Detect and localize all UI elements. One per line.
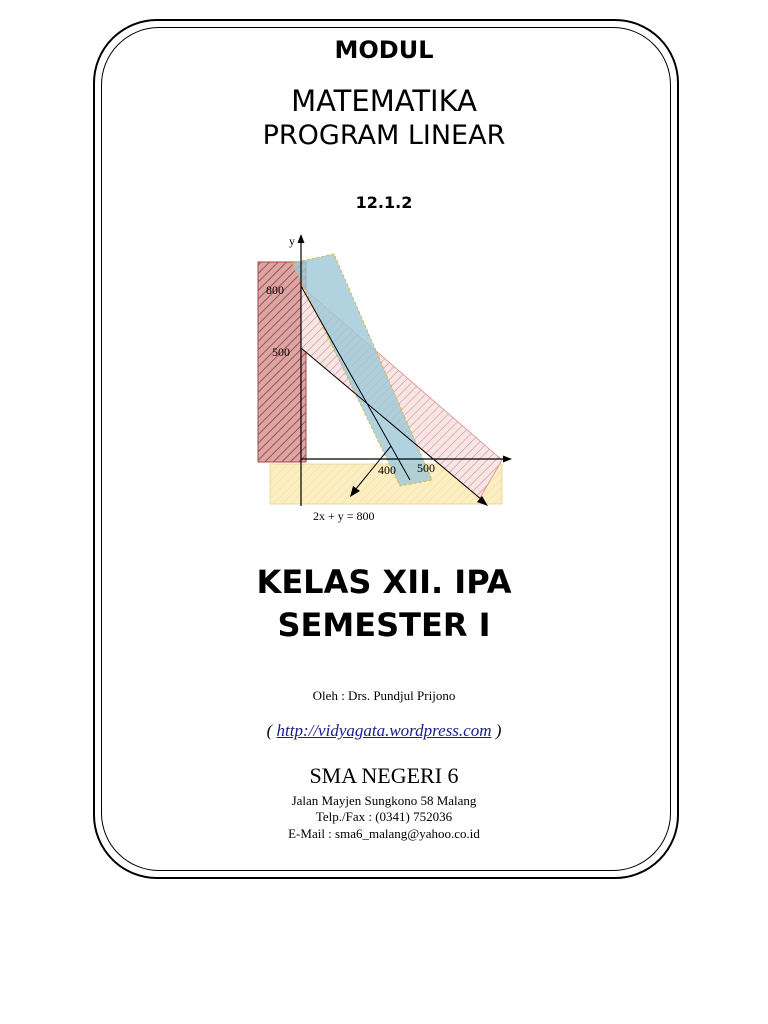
x-axis-arrowhead	[503, 456, 512, 463]
website-open-paren: (	[266, 721, 277, 740]
region-blue	[292, 254, 432, 486]
class-label: KELAS XII. IPA	[256, 563, 512, 601]
subject-title: MATEMATIKA	[291, 84, 477, 118]
website-close-paren: )	[491, 721, 502, 740]
school-address: Jalan Mayjen Sungkono 58 Malang	[291, 793, 477, 808]
semester-label: SEMESTER I	[277, 606, 491, 644]
author-line: Oleh : Drs. Pundjul Prijono	[312, 688, 456, 703]
y-axis-label: y	[289, 234, 295, 248]
modul-label: MODUL	[334, 36, 434, 64]
school-email: E-Mail : sma6_malang@yahoo.co.id	[288, 826, 480, 841]
tick-label-400: 400	[378, 463, 396, 477]
module-code: 12.1.2	[355, 193, 413, 212]
website-link[interactable]: http://vidyagata.wordpress.com	[276, 721, 492, 740]
tick-label-500-y: 500	[272, 345, 290, 359]
tick-label-500-x: 500	[417, 461, 435, 475]
topic-title: PROGRAM LINEAR	[262, 120, 506, 151]
equation-label: 2x + y = 800	[313, 509, 375, 523]
tick-label-800: 800	[266, 283, 284, 297]
school-phone: Telp./Fax : (0341) 752036	[315, 809, 453, 824]
website-line	[0, 721, 768, 741]
y-axis-arrowhead	[298, 234, 305, 243]
school-name: SMA NEGERI 6	[309, 763, 459, 788]
linear-program-graph	[252, 228, 522, 528]
